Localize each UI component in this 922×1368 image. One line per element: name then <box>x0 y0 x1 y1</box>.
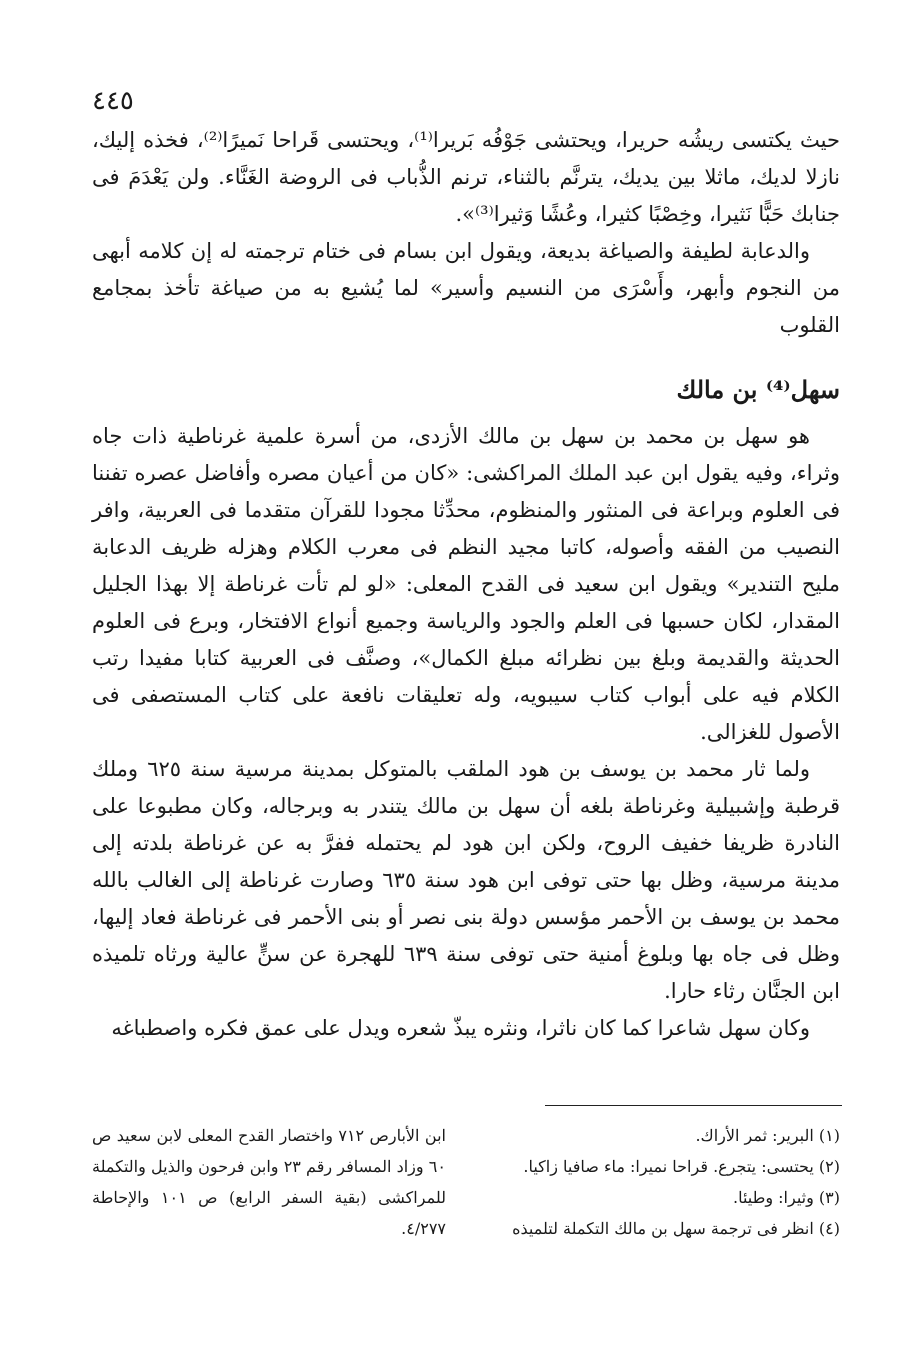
footnotes <box>92 1120 840 1244</box>
footnote: (٢) يحتسى: يتجرع. قراحا نميرا: ماء صافيا زاكيا. <box>523 1157 840 1176</box>
footnote: (١) البرير: ثمر الأراك. <box>695 1126 840 1145</box>
page-number: ٤٤٥ <box>92 86 134 116</box>
footnote: (٣) وثيرا: وطيئا. <box>732 1188 840 1207</box>
footnote: (٤) انظر فى ترجمة سهل بن مالك التكملة لتلميذه <box>512 1219 840 1238</box>
section-title: سهل⁽⁴⁾ بن مالك <box>676 375 840 404</box>
paragraph: والدعابة لطيفة والصياغة بديعة، ويقول ابن بسام فى ختام ترجمته له إن كلامه أبهى من النجوم وأبهر، وأَسْرَى من النسيم وأسير» لما يُشيع به من صياغة تأخذ بمجامع القلوب <box>92 239 840 337</box>
paragraph: وكان سهل شاعرا كما كان ناثرا، ونثره يبذّ شعره ويدل على عمق فكره واصطباغه <box>111 1016 810 1040</box>
footnotes-left-column <box>92 1120 446 1244</box>
paragraph: ولما ثار محمد بن يوسف بن هود الملقب بالمتوكل بمدينة مرسية سنة ٦٢٥ وملك قرطبة وإشبيلية وغرناطة بلغه أن سهل بن مالك يتندر به وبرجاله، وكان مطبوعا على النادرة ظريفا خفيف الروح، ولكن ابن هود لم يحتمله ففرَّ به عن غرناطة بلدته إلى مدينة مرسية، وظل بها حتى توفى ابن هود سنة ٦٣٥ وصارت غرناطة إلى الغالب بالله محمد بن يوسف بن الأحمر مؤسس دولة بنى نصر أو بنى الأحمر فى غرناطة فعاد إليها، وظل فى جاه بها وبلوغ أمنية حتى توفى سنة ٦٣٩ للهجرة عن سنٍّ عالية ورثاه تلميذه ابن الجنَّان رثاء حارا. <box>92 757 841 1003</box>
footnote-divider <box>545 1105 842 1106</box>
footnotes-right-column <box>486 1120 840 1244</box>
footnote: ابن الأبارص ٧١٢ واختصار القدح المعلى لابن سعيد ص ٦٠ وزاد المسافر رقم ٢٣ وابن فرحون والذيل والتكملة للمراكشى (بقية السفر الرابع) ص ١٠١ والإحاطة ٤/٢٧٧. <box>92 1126 446 1238</box>
body-text <box>92 122 840 1047</box>
paragraph: هو سهل بن محمد بن سهل بن مالك الأزدى، من أسرة علمية غرناطية ذات جاه وثراء، وفيه يقول ابن عبد الملك المراكشى: «كان من أعيان مصره وأفاضل عصره تفننا فى العلوم وبراعة فى المنثور والمنظوم، محدِّثا مجودا للقرآن متقدما فى العربية، وافر النصيب من الفقه وأصوله، كاتبا مجيد النظم فى معرب الكلام وهزله ظريف الدعابة مليح التندير» ويقول ابن سعيد فى القدح المعلى: «لو لم تأت غرناطة إلا بهذا الجليل المقدار، لكان حسبها فى العلم والجود والرياسة وجميع أنواع الافتخار، وبرع فى العلوم الحديثة والقديمة وبلغ بين نظرائه مبلغ الكمال»، وصنَّف فى العربية كتابا مفيدا رتب الكلام فيه على أبواب كتاب سيبويه، وله تعليقات نافعة على كتاب المستصفى فى الأصول للغزالى. <box>92 424 840 744</box>
paragraph: حيث يكتسى ريشُه حريرا، ويحتشى جَوْفُه بَريرا⁽¹⁾، ويحتسى قَراحا نَميرًا⁽²⁾، فخذه إليك، نازلا لديك، ماثلا بين يديك، يترنَّم بالثناء، ترنم الذُّباب فى الروضة الغَنَّاء. ولن يَعْدَمَ فى جنابك حَبًّا نَثيرا، وخِصْبًا كثيرا، وعُشًا وَثيرا⁽³⁾». <box>92 128 840 226</box>
